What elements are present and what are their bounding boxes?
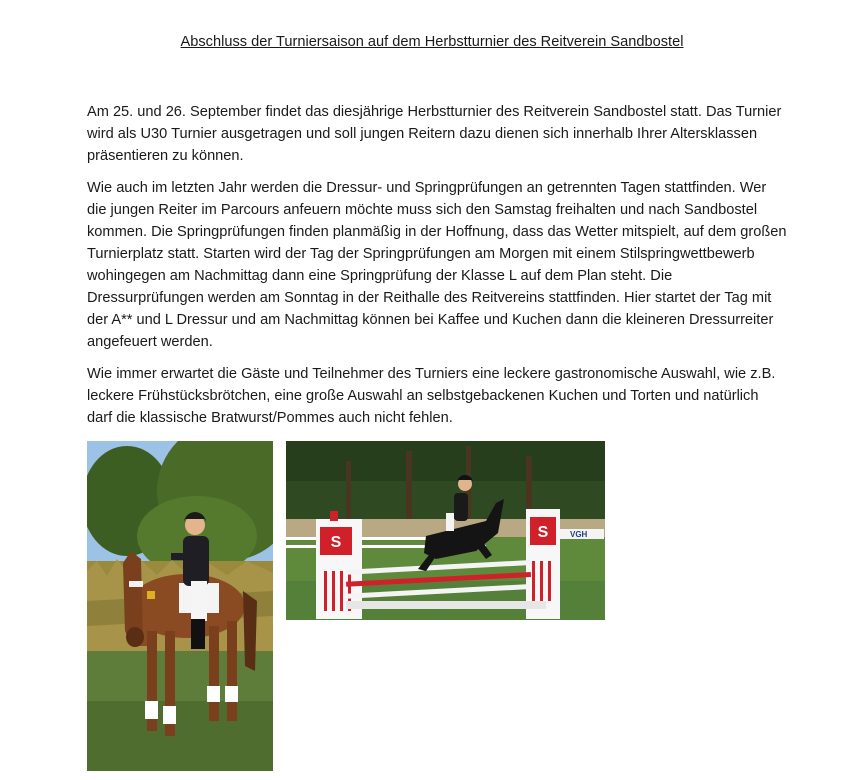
document-title: Abschluss der Turniersaison auf dem Herbstturnier des Reitverein Sandbostel: [180, 34, 684, 50]
banner-text: VGH: [570, 530, 588, 539]
svg-text:S: S: [537, 524, 549, 541]
paragraph-3: Wie immer erwartet die Gäste und Teilnehmer des Turniers eine leckere gastronomische Auswahl, wie z.B. leckere Frühstücksbrötchen, eine große Auswahl an selbstgebackenen Kuchen und Torten und natürlich darf die klassische Bratwurst/Pommes auch nicht fehlen.: [87, 366, 776, 426]
svg-text:S: S: [330, 534, 342, 551]
photo-show-jumping: [286, 441, 605, 620]
paragraph-2: Wie auch im letzten Jahr werden die Dressur- und Springprüfungen an getrennten Tagen stattfinden. Wer die jungen Reiter im Parcours anfeuern möchte muss sich den Samstag freihalten und nach Sandbostel kommen. Die Springprüfungen finden planmäßig in der Hoffnung, dass das Wetter mitspielt, auf dem großen Turnierplatz statt. Starten wird der Tag der Springprüfungen am Morgen mit einem Stilspringwettbewerb wohingegen am Nachmittag dann eine Springprüfung der Klasse L auf dem Plan steht. Die Dressurprüfungen werden am Sonntag in der Reithalle des Reitvereins stattfinden. Hier startet der Tag mit der A** und L Dressur und am Nachmittag können bei Kaffee und Kuchen dann die kleineren Dressurreiter angefeuert werden.: [87, 180, 787, 350]
document-body: [87, 101, 787, 439]
paragraph-1: Am 25. und 26. September findet das diesjährige Herbstturnier des Reitverein Sandbostel statt. Das Turnier wird als U30 Turnier ausgetragen und soll jungen Reitern dazu dienen sich innerhalb Ihrer Altersklassen präsentieren zu können.: [87, 104, 782, 164]
photo-dressage-rider: [87, 441, 273, 771]
